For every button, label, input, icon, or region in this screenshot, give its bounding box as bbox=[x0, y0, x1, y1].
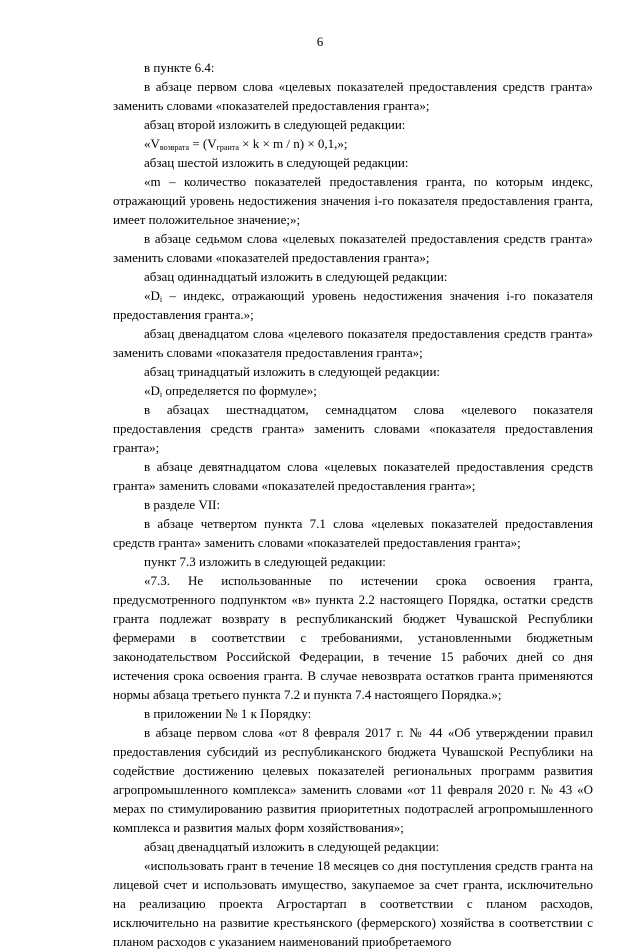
formula-mid: = (V bbox=[189, 136, 217, 151]
paragraph: в абзаце девятнадцатом слова «целевых показателей предоставления средств гранта» заменить словами «показателей предоставления гранта»; bbox=[113, 459, 593, 493]
di-formula bbox=[113, 381, 593, 400]
document-body bbox=[113, 58, 593, 951]
di-definition bbox=[113, 286, 593, 324]
di-formula-subscript: i bbox=[159, 390, 163, 399]
formula-subscript-grant: гранта bbox=[216, 143, 239, 152]
paragraph: в абзаце четвертом пункта 7.1 слова «целевых показателей предоставления средств гранта» заменить словами «показателей предоставления гранта»; bbox=[113, 516, 593, 550]
di-formula-rest: определяется по формуле»; bbox=[162, 383, 317, 398]
formula-open: «V bbox=[144, 136, 160, 151]
paragraph: в абзаце первом слова «от 8 февраля 2017 г. № 44 «Об утверждении правил предоставления субсидий из республиканского бюджета Чувашской Республики на содействие достижению целевых показателей региональных программ развития агропромышленного комплекса» заменить словами «от 11 февраля 2020 г. № 43 «О мерах по стимулированию развития приоритетных подотраслей агропромышленного комплекса и развития малых форм хозяйствования»; bbox=[113, 725, 593, 835]
paragraph: абзац тринадцатый изложить в следующей редакции: bbox=[144, 364, 441, 379]
formula-rest: × k × m / n) × 0,1,»; bbox=[238, 136, 348, 151]
di-open: «D bbox=[144, 288, 160, 303]
di-subscript: i bbox=[159, 295, 163, 304]
paragraph: пункт 7.3 изложить в следующей редакции: bbox=[144, 554, 386, 569]
paragraph: абзац одиннадцатый изложить в следующей редакции: bbox=[144, 269, 448, 284]
di-formula-open: «D bbox=[144, 383, 160, 398]
paragraph: в разделе VII: bbox=[144, 497, 221, 512]
paragraph: в пункте 6.4: bbox=[144, 60, 215, 75]
formula-subscript-return: возврата bbox=[159, 143, 190, 152]
paragraph: абзац второй изложить в следующей редакции: bbox=[144, 117, 406, 132]
paragraph: в абзаце первом слова «целевых показателей предоставления средств гранта» заменить словами «показателей предоставления гранта»; bbox=[113, 79, 593, 113]
paragraph: в абзаце седьмом слова «целевых показателей предоставления средств гранта» заменить словами «показателей предоставления гранта»; bbox=[113, 231, 593, 265]
paragraph: абзац двенадцатый изложить в следующей редакции: bbox=[144, 839, 440, 854]
paragraph: в абзацах шестнадцатом, семнадцатом слова «целевого показателя предоставления средств гранта» заменить словами «показателя предоставления гранта»; bbox=[113, 402, 593, 455]
paragraph: «7.3. Не использованные по истечении срока освоения гранта, предусмотренного подпунктом «в» пункта 2.2 настоящего Порядка, остатки средств гранта подлежат возврату в республиканский бюджет Чувашской Республики фермерами в соответствии с требованиями, установленными бюджетным законодательством Российской Федерации, в течение 15 рабочих дней со дня истечения срока освоения гранта. В случае невозврата остатков гранта применяются нормы абзаца третьего пункта 7.2 и пункта 7.4 настоящего Порядка.»; bbox=[113, 573, 593, 702]
paragraph: абзац двенадцатом слова «целевого показателя предоставления средств гранта» заменить словами «показателя предоставления гранта»; bbox=[113, 326, 593, 360]
page-number: 6 bbox=[316, 34, 324, 49]
paragraph: «m – количество показателей предоставления гранта, по которым индекс, отражающий уровень недостижения значения i-го показателя предоставления гранта, имеет положительное значение;»; bbox=[113, 174, 593, 227]
paragraph: «использовать грант в течение 18 месяцев со дня поступления средств гранта на лицевой счет и использовать имущество, закупаемое за счет гранта, исключительно на реализацию проекта Агростартап в соответствии с планом расходов, исключительно на развитие крестьянского (фермерского) хозяйства в соответствии с планом расходов с указанием наименований приобретаемого bbox=[113, 858, 593, 949]
paragraph: абзац шестой изложить в следующей редакции: bbox=[144, 155, 409, 170]
paragraph: в приложении № 1 к Порядку: bbox=[144, 706, 312, 721]
di-rest: – индекс, отражающий уровень недостижения значения i-го показателя предоставления гранта.»; bbox=[113, 288, 593, 322]
formula-v-return bbox=[113, 134, 593, 153]
